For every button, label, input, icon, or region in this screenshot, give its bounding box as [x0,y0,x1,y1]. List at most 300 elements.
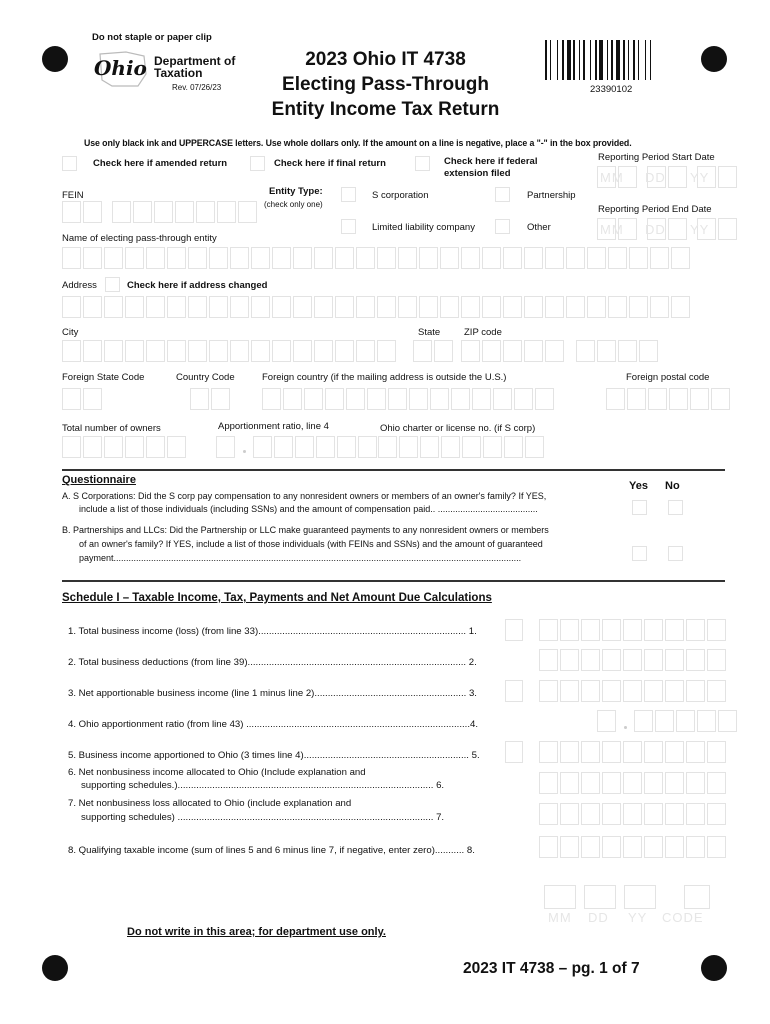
input-cell[interactable] [413,340,432,362]
input-cell[interactable] [665,803,684,825]
input-cell[interactable] [378,436,397,458]
line-1-amount[interactable] [539,619,726,641]
input-cell[interactable] [314,296,333,318]
line-6-label-a: 6. Net nonbusiness income allocated to Ohio (Include explanation and [68,767,366,778]
input-cell[interactable] [587,247,606,269]
input-cell[interactable] [665,680,684,702]
input-cell[interactable] [483,436,502,458]
entity-name-label: Name of electing pass-through entity [62,233,217,244]
barcode-bar [545,40,547,80]
line-3-label: 3. Net apportionable business income (line 1 minus line 2)......................................................... 3. [68,688,477,699]
input-cell[interactable] [482,247,501,269]
input-cell[interactable] [419,296,438,318]
barcode-bar [645,40,646,80]
barcode-bar [573,40,574,80]
input-cell[interactable] [711,388,730,410]
question-a-line1: A. S Corporations: Did the S corp pay compensation to any nonresident owners or members of an owner's family? If YES, [62,491,547,501]
input-cell[interactable] [602,649,621,671]
entity-name-input[interactable] [62,247,690,269]
input-cell[interactable] [440,296,459,318]
input-cell[interactable] [539,619,558,641]
input-cell[interactable] [566,296,585,318]
partnership-checkbox[interactable] [495,187,510,202]
federal-extension-checkbox[interactable] [415,156,430,171]
barcode-bar [611,40,613,80]
input-cell[interactable] [398,296,417,318]
dept-code: CODE [662,910,704,925]
input-cell[interactable] [83,388,102,410]
barcode-bar [623,40,625,80]
schedule-title: Schedule I – Taxable Income, Tax, Payments and Net Amount Due Calculations [62,592,492,604]
input-cell[interactable] [209,296,228,318]
input-cell[interactable] [293,296,312,318]
input-cell[interactable] [514,388,533,410]
input-cell[interactable] [434,340,453,362]
input-cell[interactable] [104,436,123,458]
input-cell[interactable] [560,803,579,825]
input-cell[interactable] [83,247,102,269]
entity-type-label: Entity Type: [269,186,323,197]
line-5-negative-box[interactable] [505,741,523,763]
input-cell[interactable] [602,772,621,794]
dept-use-note: Do not write in this area; for department use only. [127,926,386,938]
input-cell[interactable] [367,388,386,410]
input-cell[interactable] [606,388,625,410]
input-cell[interactable] [356,340,375,362]
input-cell[interactable] [209,340,228,362]
question-b-line1: B. Partnerships and LLCs: Did the Partnership or LLC make guaranteed payments to any nonresident owners or members [62,525,549,535]
input-cell[interactable] [325,388,344,410]
input-cell[interactable] [602,619,621,641]
input-cell[interactable] [581,836,600,858]
input-cell[interactable] [539,772,558,794]
input-cell[interactable] [581,680,600,702]
input-cell[interactable] [104,340,123,362]
input-cell[interactable] [560,619,579,641]
input-cell[interactable] [399,436,418,458]
input-cell[interactable] [539,680,558,702]
registration-mark-top-right [701,46,727,72]
input-cell[interactable] [272,247,291,269]
input-cell[interactable] [283,388,302,410]
line-4-decimal [624,726,627,729]
input-cell[interactable] [167,340,186,362]
barcode-bar [599,40,603,80]
line-1-label: 1. Total business income (loss) (from line 33).............................................................................. 1. [68,626,477,637]
question-b-line3: payment................................................................................................................................................................... [79,553,522,563]
form-title-line2: Electing Pass-Through [282,74,489,95]
input-cell[interactable] [62,247,81,269]
barcode-bar [638,40,639,80]
revision-date: Rev. 07/26/23 [172,83,222,92]
final-return-checkbox[interactable] [250,156,265,171]
input-cell[interactable] [335,340,354,362]
input-cell[interactable] [581,649,600,671]
input-cell[interactable] [623,619,642,641]
input-cell[interactable] [665,772,684,794]
input-cell[interactable] [566,247,585,269]
input-cell[interactable] [272,340,291,362]
reporting-start-label: Reporting Period Start Date [598,152,715,163]
question-a-yes-checkbox[interactable] [632,500,647,515]
input-cell[interactable] [503,296,522,318]
dept-yy: YY [628,910,648,925]
input-cell[interactable] [560,836,579,858]
barcode-bar [650,40,651,80]
ohio-logo-text: Ohio [94,56,147,80]
amended-return-label: Check here if amended return [93,158,228,169]
input-cell[interactable] [251,296,270,318]
barcode-number: 23390102 [590,84,633,95]
input-cell[interactable] [62,340,81,362]
input-cell[interactable] [211,388,230,410]
input-cell[interactable] [627,388,646,410]
barcode-bar [633,40,635,80]
input-cell[interactable] [671,296,690,318]
input-cell[interactable] [62,436,81,458]
line-7-label-a: 7. Net nonbusiness loss allocated to Ohio (include explanation and [68,798,352,809]
input-cell[interactable] [690,388,709,410]
input-cell[interactable] [581,803,600,825]
input-cell[interactable] [461,247,480,269]
divider [62,580,725,582]
apportionment-decimal [243,450,246,453]
federal-extension-label-2: extension filed [444,168,511,179]
input-cell[interactable] [665,836,684,858]
barcode [545,40,683,80]
line-3-negative-box[interactable] [505,680,523,702]
input-cell[interactable] [83,436,102,458]
questionnaire-title: Questionnaire [62,474,136,486]
input-cell[interactable] [686,772,705,794]
input-cell[interactable] [602,741,621,763]
input-cell[interactable] [440,247,459,269]
input-cell[interactable] [125,247,144,269]
line-8-amount[interactable] [539,836,726,858]
question-b-yes-checkbox[interactable] [632,546,647,561]
start-dd-hint: DD [645,170,666,185]
end-yy-hint: YY [690,222,710,237]
input-cell[interactable] [188,247,207,269]
input-cell[interactable] [560,680,579,702]
line-7-label-b: supporting schedules) ................................................................................................ 7. [81,812,445,823]
dept-name-line1: Department of [154,54,236,68]
dept-dd: DD [588,910,609,925]
input-cell[interactable] [707,803,726,825]
barcode-bar [579,40,580,80]
input-cell[interactable] [665,649,684,671]
input-cell[interactable] [686,836,705,858]
s-corporation-checkbox[interactable] [341,187,356,202]
input-cell[interactable] [581,741,600,763]
input-cell[interactable] [608,247,627,269]
staple-note: Do not staple or paper clip [92,32,212,43]
input-cell[interactable] [644,772,663,794]
input-cell[interactable] [644,619,663,641]
input-cell[interactable] [230,340,249,362]
question-b-no-checkbox[interactable] [668,546,683,561]
input-cell[interactable] [230,296,249,318]
end-dd-hint: DD [645,222,666,237]
input-cell[interactable] [623,741,642,763]
input-cell[interactable] [560,772,579,794]
charter-input[interactable] [378,436,544,458]
input-cell[interactable] [146,296,165,318]
input-cell[interactable] [560,741,579,763]
input-cell[interactable] [167,436,186,458]
input-cell[interactable] [644,680,663,702]
input-cell[interactable] [314,247,333,269]
address-changed-label: Check here if address changed [127,280,268,291]
input-cell[interactable] [482,296,501,318]
input-cell[interactable] [623,649,642,671]
input-cell[interactable] [602,836,621,858]
line-6-label-b: supporting schedules.)................................................................................................ 6. [81,780,445,791]
input-cell[interactable] [524,247,543,269]
input-cell[interactable] [686,803,705,825]
foreign-country-input[interactable] [262,388,554,410]
country-code-input[interactable] [190,388,230,410]
input-cell[interactable] [430,388,449,410]
input-cell[interactable] [146,436,165,458]
other-checkbox[interactable] [495,219,510,234]
yes-header: Yes [629,480,648,492]
form-title-line3: Entity Income Tax Return [271,99,500,120]
registration-mark-top-left [42,46,68,72]
input-cell[interactable] [686,649,705,671]
input-cell[interactable] [104,296,123,318]
input-cell[interactable] [623,836,642,858]
instructions: Use only black ink and UPPERCASE letters. Use whole dollars only. If the amount on a line is negative, place a "-" in the box provided. [84,138,632,148]
input-cell[interactable] [581,619,600,641]
input-cell[interactable] [356,247,375,269]
input-cell[interactable] [167,296,186,318]
input-cell[interactable] [535,388,554,410]
input-cell[interactable] [377,340,396,362]
input-cell[interactable] [419,247,438,269]
input-cell[interactable] [377,247,396,269]
line-4-label: 4. Ohio apportionment ratio (from line 43) ....................................................................................4. [68,719,479,730]
foreign-country-label: Foreign country (if the mailing address is outside the U.S.) [262,372,507,383]
input-cell[interactable] [146,247,165,269]
line-8-label: 8. Qualifying taxable income (sum of lines 5 and 6 minus line 7, if negative, enter zero)........... 8. [68,845,475,856]
input-cell[interactable] [503,247,522,269]
input-cell[interactable] [104,247,123,269]
barcode-bar [567,40,571,80]
line-7-amount[interactable] [539,803,726,825]
input-cell[interactable] [707,649,726,671]
input-cell[interactable] [545,247,564,269]
registration-mark-bottom-left [42,955,68,981]
input-cell[interactable] [581,772,600,794]
dept-use-boxes [544,885,710,909]
s-corporation-label: S corporation [372,190,429,201]
registration-mark-bottom-right [701,955,727,981]
state-input[interactable] [413,340,453,362]
input-cell[interactable] [167,247,186,269]
input-cell[interactable] [539,803,558,825]
input-cell[interactable] [707,680,726,702]
line-5-label: 5. Business income apportioned to Ohio (3 times line 4).............................................................. 5. [68,750,480,761]
line-2-label: 2. Total business deductions (from line 39).................................................................................. 2. [68,657,477,668]
input-cell[interactable] [644,741,663,763]
line-5-amount[interactable] [539,741,726,763]
input-cell[interactable] [644,836,663,858]
input-cell[interactable] [209,247,228,269]
input-cell[interactable] [398,247,417,269]
input-cell[interactable] [472,388,491,410]
country-code-label: Country Code [176,372,235,383]
apportionment-label: Apportionment ratio, line 4 [218,421,329,432]
form-title-line1: 2023 Ohio IT 4738 [305,49,466,70]
input-cell[interactable] [707,772,726,794]
barcode-bar [550,40,551,80]
input-cell[interactable] [539,836,558,858]
input-cell[interactable] [230,247,249,269]
line-1-negative-box[interactable] [505,619,523,641]
final-return-label: Check here if final return [274,158,386,169]
input-cell[interactable] [83,296,102,318]
input-cell[interactable] [377,296,396,318]
input-cell[interactable] [686,741,705,763]
input-cell[interactable] [644,803,663,825]
input-cell[interactable] [539,741,558,763]
input-cell[interactable] [545,296,564,318]
no-header: No [665,480,680,492]
page-footer: 2023 IT 4738 – pg. 1 of 7 [463,960,640,977]
input-cell[interactable] [146,340,165,362]
barcode-bar [607,40,608,80]
input-cell[interactable] [648,388,667,410]
input-cell[interactable] [409,388,428,410]
input-cell[interactable] [524,296,543,318]
input-cell[interactable] [335,247,354,269]
zip-input[interactable] [461,340,658,362]
end-mm-hint: MM [600,222,624,237]
input-cell[interactable] [188,340,207,362]
input-cell[interactable] [504,436,523,458]
input-cell[interactable] [190,388,209,410]
input-cell[interactable] [493,388,512,410]
input-cell[interactable] [608,296,627,318]
partnership-label: Partnership [527,190,576,201]
input-cell[interactable] [388,388,407,410]
input-cell[interactable] [686,680,705,702]
input-cell[interactable] [451,388,470,410]
input-cell[interactable] [707,619,726,641]
total-owners-input[interactable] [62,436,186,458]
input-cell[interactable] [262,388,281,410]
input-cell[interactable] [602,803,621,825]
barcode-bar [557,40,558,80]
line-6-amount[interactable] [539,772,726,794]
input-cell[interactable] [669,388,688,410]
input-cell[interactable] [83,340,102,362]
input-cell[interactable] [629,296,648,318]
input-cell[interactable] [304,388,323,410]
amended-return-checkbox[interactable] [62,156,77,171]
input-cell[interactable] [539,649,558,671]
reporting-end-label: Reporting Period End Date [598,204,712,215]
barcode-bar [562,40,564,80]
input-cell[interactable] [441,436,460,458]
input-cell[interactable] [251,340,270,362]
fein-input[interactable] [62,201,257,223]
input-cell[interactable] [587,296,606,318]
input-cell[interactable] [251,247,270,269]
input-cell[interactable] [346,388,365,410]
dept-name-line2: Taxation [154,66,203,80]
input-cell[interactable] [560,649,579,671]
input-cell[interactable] [665,619,684,641]
input-cell[interactable] [62,388,81,410]
input-cell[interactable] [462,436,481,458]
federal-extension-label-1: Check here if federal [444,156,538,167]
input-cell[interactable] [461,296,480,318]
question-a-line2: include a list of those individuals (including SSNs) and the amount of compensation paid.. ........................................ [79,504,538,514]
input-cell[interactable] [125,436,144,458]
input-cell[interactable] [623,803,642,825]
input-cell[interactable] [293,340,312,362]
input-cell[interactable] [665,741,684,763]
llc-checkbox[interactable] [341,219,356,234]
charter-label: Ohio charter or license no. (if S corp) [380,423,536,434]
llc-label: Limited liability company [372,222,475,233]
question-a-no-checkbox[interactable] [668,500,683,515]
barcode-bar [583,40,585,80]
address-input[interactable] [62,296,690,318]
input-cell[interactable] [629,247,648,269]
input-cell[interactable] [188,296,207,318]
foreign-state-label: Foreign State Code [62,372,145,383]
barcode-bar [628,40,629,80]
city-input[interactable] [62,340,396,362]
input-cell[interactable] [602,680,621,702]
fein-label: FEIN [62,190,84,201]
input-cell[interactable] [420,436,439,458]
input-cell[interactable] [356,296,375,318]
input-cell[interactable] [272,296,291,318]
apportionment-ratio-input[interactable] [216,436,377,458]
question-b-line2: of an owner's family? If YES, include a list of those individuals (with FEINs and SSNs) and the amount of guaranteed [79,539,543,549]
input-cell[interactable] [62,296,81,318]
input-cell[interactable] [650,247,669,269]
input-cell[interactable] [671,247,690,269]
input-cell[interactable] [623,680,642,702]
line-3-amount[interactable] [539,680,726,702]
input-cell[interactable] [644,649,663,671]
foreign-state-input[interactable] [62,388,102,410]
input-cell[interactable] [707,836,726,858]
input-cell[interactable] [125,340,144,362]
input-cell[interactable] [125,296,144,318]
input-cell[interactable] [623,772,642,794]
start-mm-hint: MM [600,170,624,185]
input-cell[interactable] [314,340,333,362]
divider [62,469,725,471]
input-cell[interactable] [686,619,705,641]
input-cell[interactable] [525,436,544,458]
entity-type-note: (check only one) [264,200,323,209]
foreign-postal-input[interactable] [606,388,730,410]
address-changed-checkbox[interactable] [105,277,120,292]
line-2-amount[interactable] [539,649,726,671]
line-4-ratio[interactable] [597,710,737,732]
input-cell[interactable] [335,296,354,318]
input-cell[interactable] [650,296,669,318]
input-cell[interactable] [293,247,312,269]
input-cell[interactable] [707,741,726,763]
